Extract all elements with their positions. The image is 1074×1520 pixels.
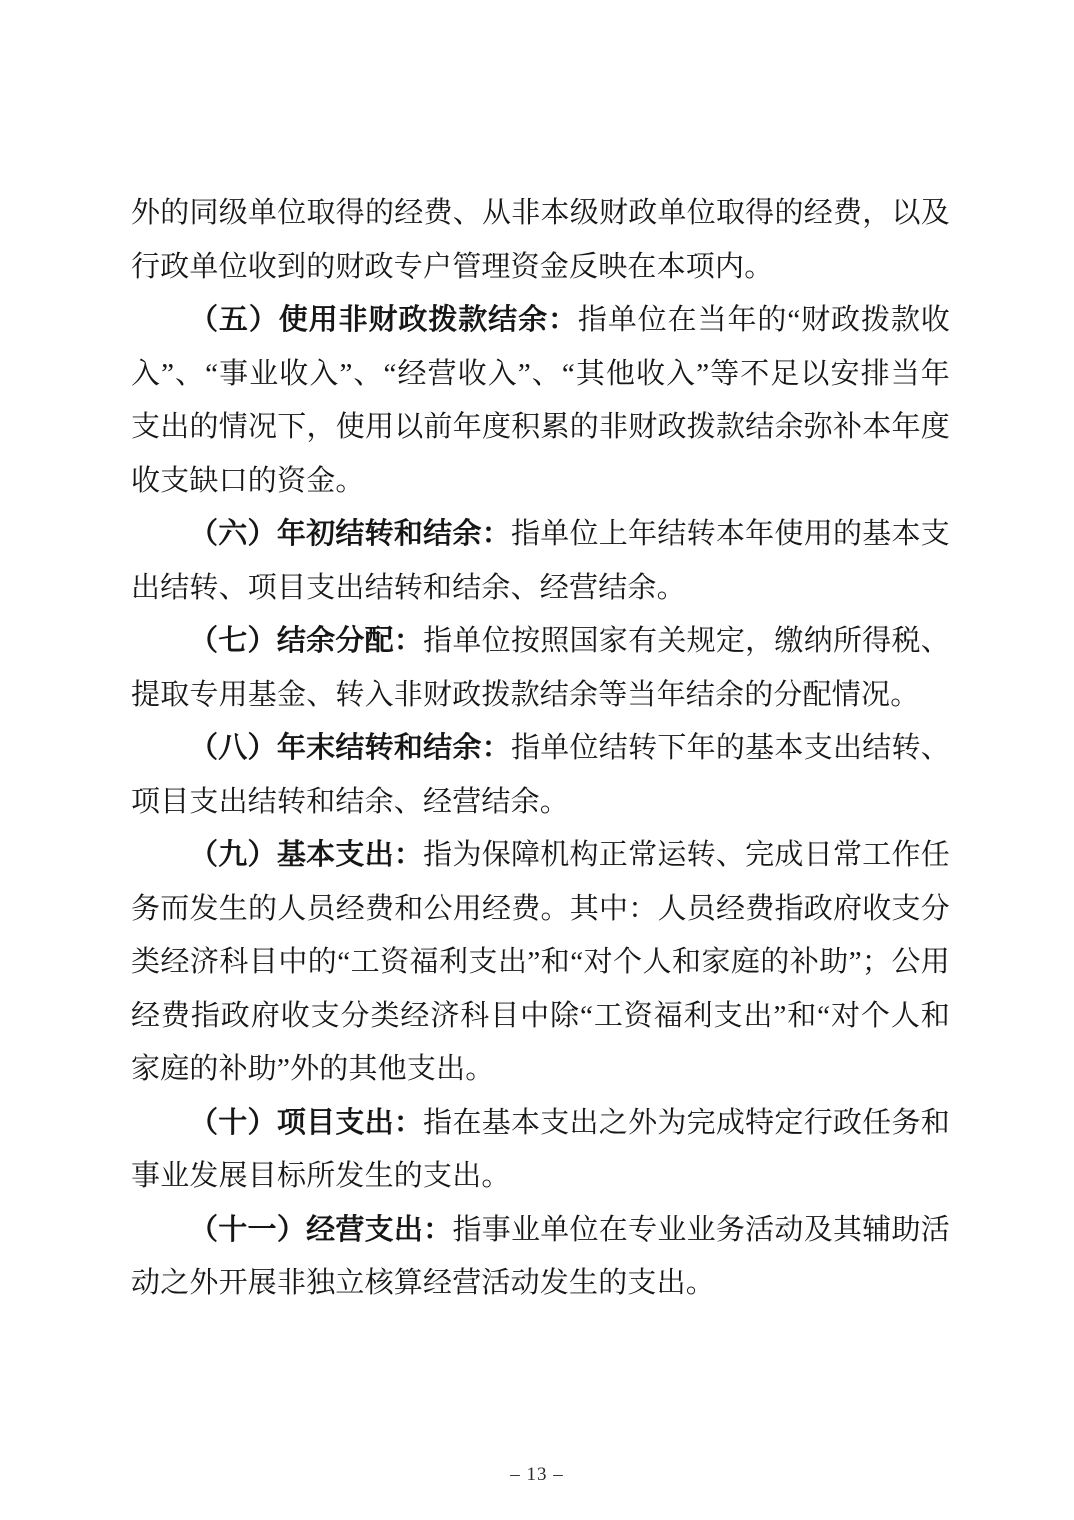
section-10-heading: （十）项目支出： [189,1106,424,1139]
page-footer [0,1462,1074,1488]
document-body [131,187,950,1311]
section-7-text: 指单位按照国家有关规定，缴纳所得税、提取专用基金、转入非财政拨款结余等当年结余的分配情况。 [131,625,950,711]
section-11-paragraph [131,1204,950,1311]
section-7-paragraph [131,615,950,722]
section-11-heading: （十一）经营支出： [189,1213,453,1246]
section-6-heading: （六）年初结转和结余： [189,518,511,550]
section-6-text: 指单位上年结转本年使用的基本支出结转、项目支出结转和结余、经营结余。 [131,518,950,604]
section-7-heading: （七）结余分配： [189,625,424,657]
section-10-paragraph [131,1097,950,1204]
section-5-text: 指单位在当年的“财政拨款收入”、“事业收入”、“经营收入”、“其他收入”等不足以安排当年支出的情况下，使用以前年度积累的非财政拨款结余弥补本年度收支缺口的资金。 [131,304,950,497]
section-5-heading: （五）使用非财政拨款结余： [189,304,578,336]
section-9-text: 指为保障机构正常运转、完成日常工作任务而发生的人员经费和公用经费。其中：人员经费指政府收支分类经济科目中的“工资福利支出”和“对个人和家庭的补助”；公用经费指政府收支分类经济科目中除“工资福利支出”和“对个人和家庭的补助”外的其他支出。 [131,839,950,1085]
section-8-paragraph [131,722,950,829]
section-10-text: 指在基本支出之外为完成特定行政任务和事业发展目标所发生的支出。 [131,1106,950,1192]
section-8-heading: （八）年末结转和结余： [189,732,511,764]
section-5-paragraph [131,294,950,508]
section-6-paragraph [131,508,950,615]
section-9-heading: （九）基本支出： [189,839,424,871]
page-number: – 13 – [510,1464,564,1485]
section-9-paragraph [131,829,950,1097]
section-8-text: 指单位结转下年的基本支出结转、项目支出结转和结余、经营结余。 [131,732,950,818]
section-11-text: 指事业单位在专业业务活动及其辅助活动之外开展非独立核算经营活动发生的支出。 [131,1213,950,1299]
paragraph-continuation [131,187,950,294]
paragraph-continuation-text: 外的同级单位取得的经费、从非本级财政单位取得的经费，以及行政单位收到的财政专户管理资金反映在本项内。 [131,197,950,283]
